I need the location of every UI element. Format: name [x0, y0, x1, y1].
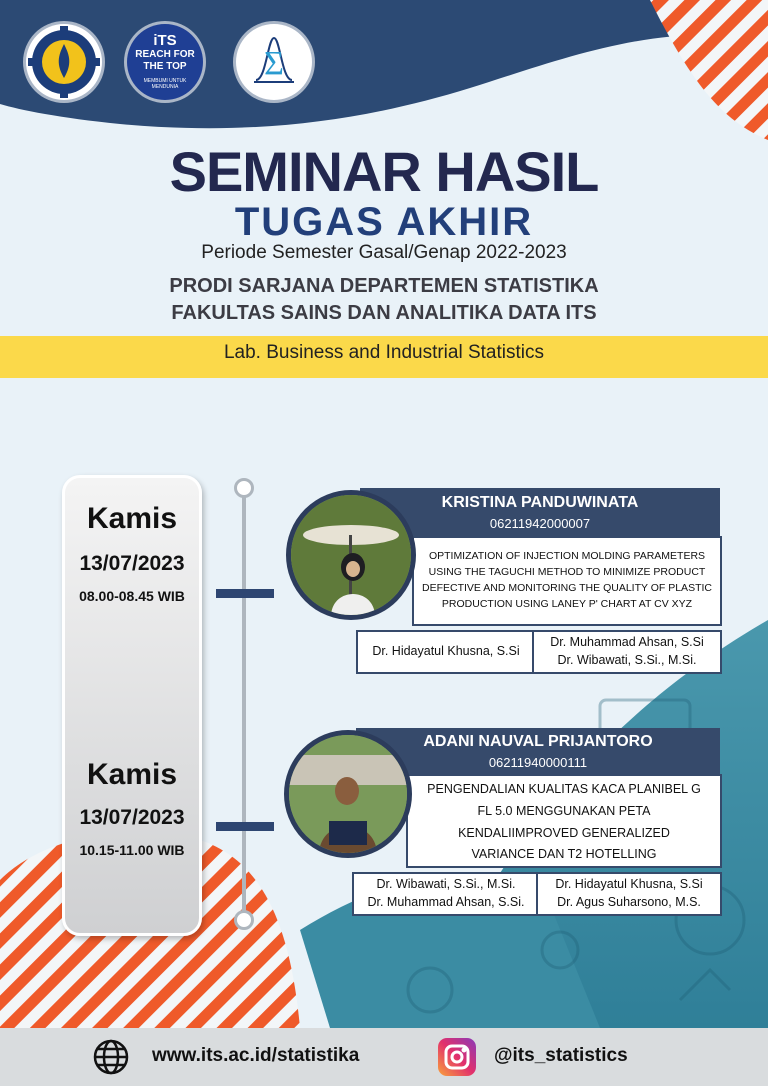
university-emblem-logo [26, 24, 102, 100]
session-1-thesis-title: OPTIMIZATION OF INJECTION MOLDING PARAMETERS USING THE TAGUCHI METHOD TO MINIMIZE PRODUCT DEFECTIVE AND MONITORING THE QUALITY OF PLASTIC PRODUCTION USING LANEY P' CHART AT CV XYZ [422, 550, 712, 610]
session-2-student-id: 06211940000111 [488, 755, 588, 770]
session-1-examiner-2: Dr. Wibawati, S.Si., M.Si. [557, 653, 697, 667]
session-2-examiner-box [536, 872, 722, 916]
page-subtitle: TUGAS AKHIR [234, 200, 534, 244]
session-2-student-name: ADANI NAUVAL PRIJANTORO [423, 733, 653, 750]
session-2-title-line-4: VARIANCE DAN T2 HOTELLING [471, 847, 657, 861]
session-2-thesis-title-box [406, 774, 722, 868]
session-2-time: 10.15-11.00 WIB [79, 842, 185, 858]
timeline-line [242, 494, 246, 914]
statistics-sigma-logo [236, 24, 312, 100]
session-2-student-photo [284, 730, 412, 858]
session-1-student-photo [286, 490, 416, 620]
session-2-supervisor-box [352, 872, 540, 916]
session-1-day: Kamis [86, 502, 178, 535]
session-1-supervisor-box [356, 630, 536, 674]
session-1-student-id: 06211942000007 [489, 516, 591, 531]
instagram-handle-link[interactable]: @its_statistics [494, 1045, 628, 1066]
session-2-supervisor-2: Dr. Muhammad Ahsan, S.Si. [367, 895, 525, 909]
timeline-dot-bottom [234, 910, 254, 930]
session-2-title-line-1: PENGENDALIAN KUALITAS KACA PLANIBEL G [427, 782, 701, 796]
session-1-examiner-1: Dr. Muhammad Ahsan, S.Si [550, 635, 704, 649]
session-2-header [356, 728, 720, 774]
its-reach-for-the-top-logo [127, 24, 203, 100]
timeline-connector-2 [216, 822, 274, 831]
session-1-supervisor: Dr. Hidayatul Khusna, S.Si [372, 644, 520, 658]
session-2-examiner-2: Dr. Agus Suharsono, M.S. [557, 895, 701, 909]
page-title: SEMINAR HASIL [169, 140, 599, 203]
schedule-date-card [62, 475, 202, 936]
lab-name: Lab. Business and Industrial Statistics [223, 342, 544, 363]
session-2-title-line-2: FL 5.0 MENGGUNAKAN PETA [477, 804, 651, 818]
session-2-examiner-1: Dr. Hidayatul Khusna, S.Si [555, 877, 703, 891]
session-2-day: Kamis [86, 758, 178, 791]
session-1-examiner-box [532, 630, 722, 674]
timeline-dot-top [234, 478, 254, 498]
session-1-date: 13/07/2023 [79, 552, 185, 575]
its-logo-text: iTS [153, 32, 177, 49]
department-line-2: FAKULTAS SAINS DAN ANALITIKA DATA ITS [171, 302, 597, 324]
its-logo-top: THE TOP [143, 61, 187, 72]
period-text: Periode Semester Gasal/Genap 2022-2023 [201, 242, 567, 263]
session-2-title-line-3: KENDALIIMPROVED GENERALIZED [458, 826, 670, 840]
timeline-connector-1 [216, 589, 274, 598]
session-1-student-name: KRISTINA PANDUWINATA [441, 494, 639, 511]
its-logo-motto: MEMBUMI UNTUK MENDUNIA [143, 78, 187, 90]
session-1-header [360, 488, 720, 536]
svg-text:Σ: Σ [264, 45, 284, 82]
session-1-time: 08.00-08.45 WIB [79, 588, 185, 604]
session-2-date: 13/07/2023 [79, 806, 185, 829]
its-logo-reach: REACH FOR [135, 49, 195, 60]
website-link[interactable]: www.its.ac.id/statistika [152, 1045, 360, 1066]
session-1-thesis-title-box [412, 536, 722, 626]
instagram-icon [438, 1038, 476, 1076]
department-line-1: PRODI SARJANA DEPARTEMEN STATISTIKA [169, 275, 599, 297]
session-2-supervisor-1: Dr. Wibawati, S.Si., M.Si. [376, 877, 516, 891]
globe-icon [92, 1038, 130, 1076]
